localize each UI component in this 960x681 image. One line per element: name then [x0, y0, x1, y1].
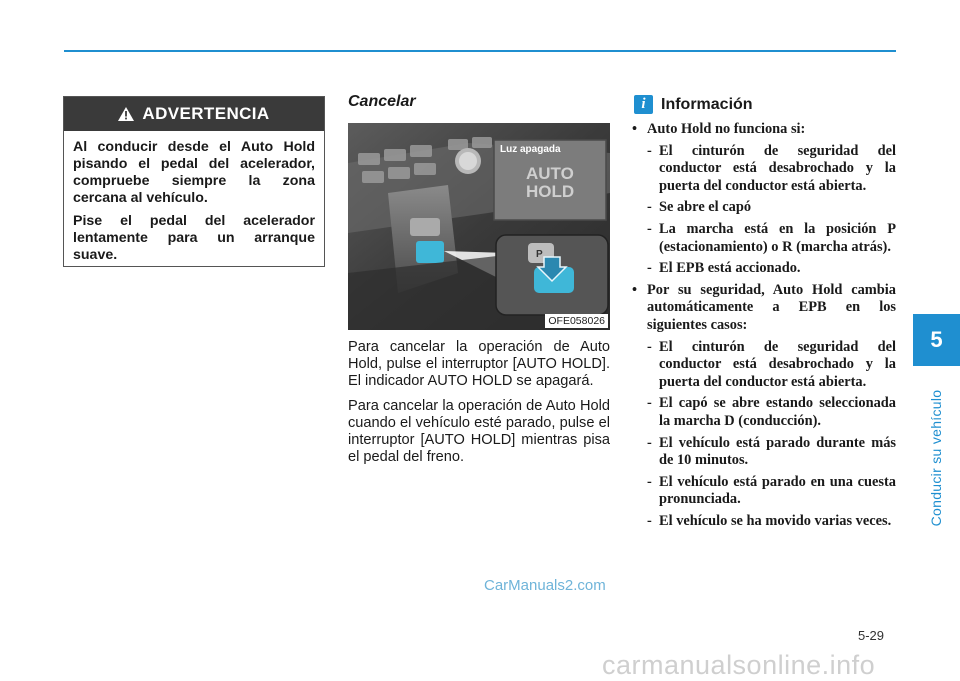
- auto-hold-display-line1: AUTO: [526, 164, 574, 183]
- info-bullet: [630, 282, 896, 335]
- sub-item-text: El vehículo está parado durante más de 10 minutos.: [659, 434, 896, 469]
- auto-hold-display-line2: HOLD: [526, 182, 575, 201]
- sub-item-text: La marcha está en la posición P (estacionamiento) o R (marcha atrás).: [659, 220, 896, 255]
- figure-label: Luz apagada: [500, 144, 561, 155]
- warning-paragraph: Al conducir desde el Auto Hold pisando el pedal del acelerador, compruebe siempre la zona cercana al vehículo.: [73, 139, 315, 206]
- section-paragraph: Para cancelar la operación de Auto Hold cuando el vehículo esté parado, pulse el interruptor [AUTO HOLD] mientras pisa el pedal del freno.: [348, 398, 610, 465]
- top-rule: [64, 50, 896, 52]
- section-title: Cancelar: [348, 93, 416, 110]
- info-sub-item: - El cinturón de seguridad del conductor está desabrochado y la puerta del conductor está abierta.: [647, 338, 896, 390]
- bullet-text: Auto Hold no funciona si:: [647, 121, 806, 137]
- bullet-dot: •: [632, 281, 638, 298]
- info-title: Información: [661, 95, 753, 113]
- sub-item-text: Se abre el capó: [659, 199, 752, 216]
- info-sub-item: - Se abre el capó: [647, 199, 752, 216]
- warning-paragraph: Pise el pedal del acelerador lentamente para un arranque suave.: [73, 213, 315, 263]
- sub-item-text: El capó se abre estando seleccionada la marcha D (conducción).: [659, 395, 896, 429]
- info-sub-item: - El vehículo está parado en una cuesta pronunciada.: [647, 473, 896, 508]
- watermark-site[interactable]: CarManuals2.com: [484, 577, 606, 594]
- info-sub-item: - La marcha está en la posición P (estacionamiento) o R (marcha atrás).: [647, 220, 896, 255]
- warning-title: ADVERTENCIA: [142, 104, 270, 123]
- watermark-bottom: carmanualsonline.info: [602, 650, 876, 680]
- sub-item-text: El EPB está accionado.: [659, 260, 801, 277]
- info-sub-item: - El vehículo está parado durante más de 10 minutos.: [647, 434, 896, 469]
- sub-item-text: El cinturón de seguridad del conductor está desabrochado y la puerta del conductor está abierta.: [659, 142, 896, 194]
- console-illustration: [348, 123, 610, 330]
- info-sub-item: - El EPB está accionado.: [647, 260, 801, 277]
- info-bullet: [630, 121, 896, 139]
- info-sub-item: - El capó se abre estando seleccionada la marcha D (conducción).: [647, 395, 896, 429]
- section-body: [348, 339, 610, 474]
- chapter-title-text: Conducir su vehículo: [928, 389, 944, 527]
- info-header: [634, 95, 753, 114]
- sub-item-text: El cinturón de seguridad del conductor está desabrochado y la puerta del conductor está abierta.: [659, 338, 896, 390]
- info-icon: i: [634, 95, 653, 114]
- p-button-label: P: [536, 249, 543, 260]
- warning-header: [64, 97, 324, 131]
- sub-item-text: El vehículo está parado en una cuesta pronunciada.: [659, 473, 896, 508]
- section-paragraph: Para cancelar la operación de Auto Hold, pulse el interruptor [AUTO HOLD]. El indicador AUTO HOLD se apagará.: [348, 339, 610, 389]
- warning-triangle-icon: [118, 107, 134, 121]
- sub-item-text: El vehículo se ha movido varias veces.: [659, 512, 892, 529]
- figure-code: OFE058026: [545, 314, 608, 328]
- warning-body: [64, 131, 324, 264]
- info-body: [630, 121, 896, 534]
- figure-console-photo: [348, 123, 610, 330]
- page-number: 5-29: [858, 628, 885, 643]
- bullet-text: Por su seguridad, Auto Hold cambia automáticamente a EPB en los siguientes casos:: [647, 281, 896, 333]
- chapter-tab: 5: [913, 314, 960, 366]
- bullet-dot: •: [632, 121, 638, 137]
- info-sub-item: - El cinturón de seguridad del conductor está desabrochado y la puerta del conductor está abierta.: [647, 142, 896, 194]
- warning-box: [63, 96, 325, 267]
- info-sub-item: - El vehículo se ha movido varias veces.: [647, 512, 892, 529]
